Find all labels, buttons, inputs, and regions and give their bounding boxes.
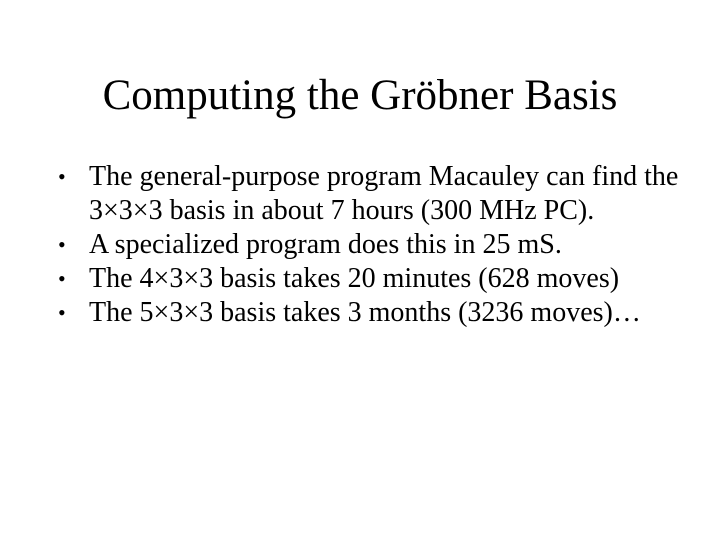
- bullet-text: The 5×3×3 basis takes 3 months (3236 moves)…: [89, 297, 641, 328]
- bullet-item: [58, 296, 708, 330]
- bullet-dot-icon: •: [58, 164, 66, 189]
- bullet-text: The general-purpose program Macauley can find the 3×3×3 basis in about 7 hours (300 MHz PC).: [89, 161, 679, 226]
- bullet-dot-icon: •: [58, 232, 66, 257]
- bullet-text: A specialized program does this in 25 mS.: [89, 229, 562, 260]
- slide-title: Computing the Gröbner Basis: [102, 72, 618, 119]
- bullet-text: The 4×3×3 basis takes 20 minutes (628 moves): [89, 263, 620, 294]
- bullet-list: [58, 160, 708, 330]
- bullet-dot-icon: •: [58, 300, 66, 325]
- bullet-item: [58, 160, 708, 228]
- bullet-item: [58, 228, 708, 262]
- bullet-item: [58, 262, 708, 296]
- bullet-dot-icon: •: [58, 266, 66, 291]
